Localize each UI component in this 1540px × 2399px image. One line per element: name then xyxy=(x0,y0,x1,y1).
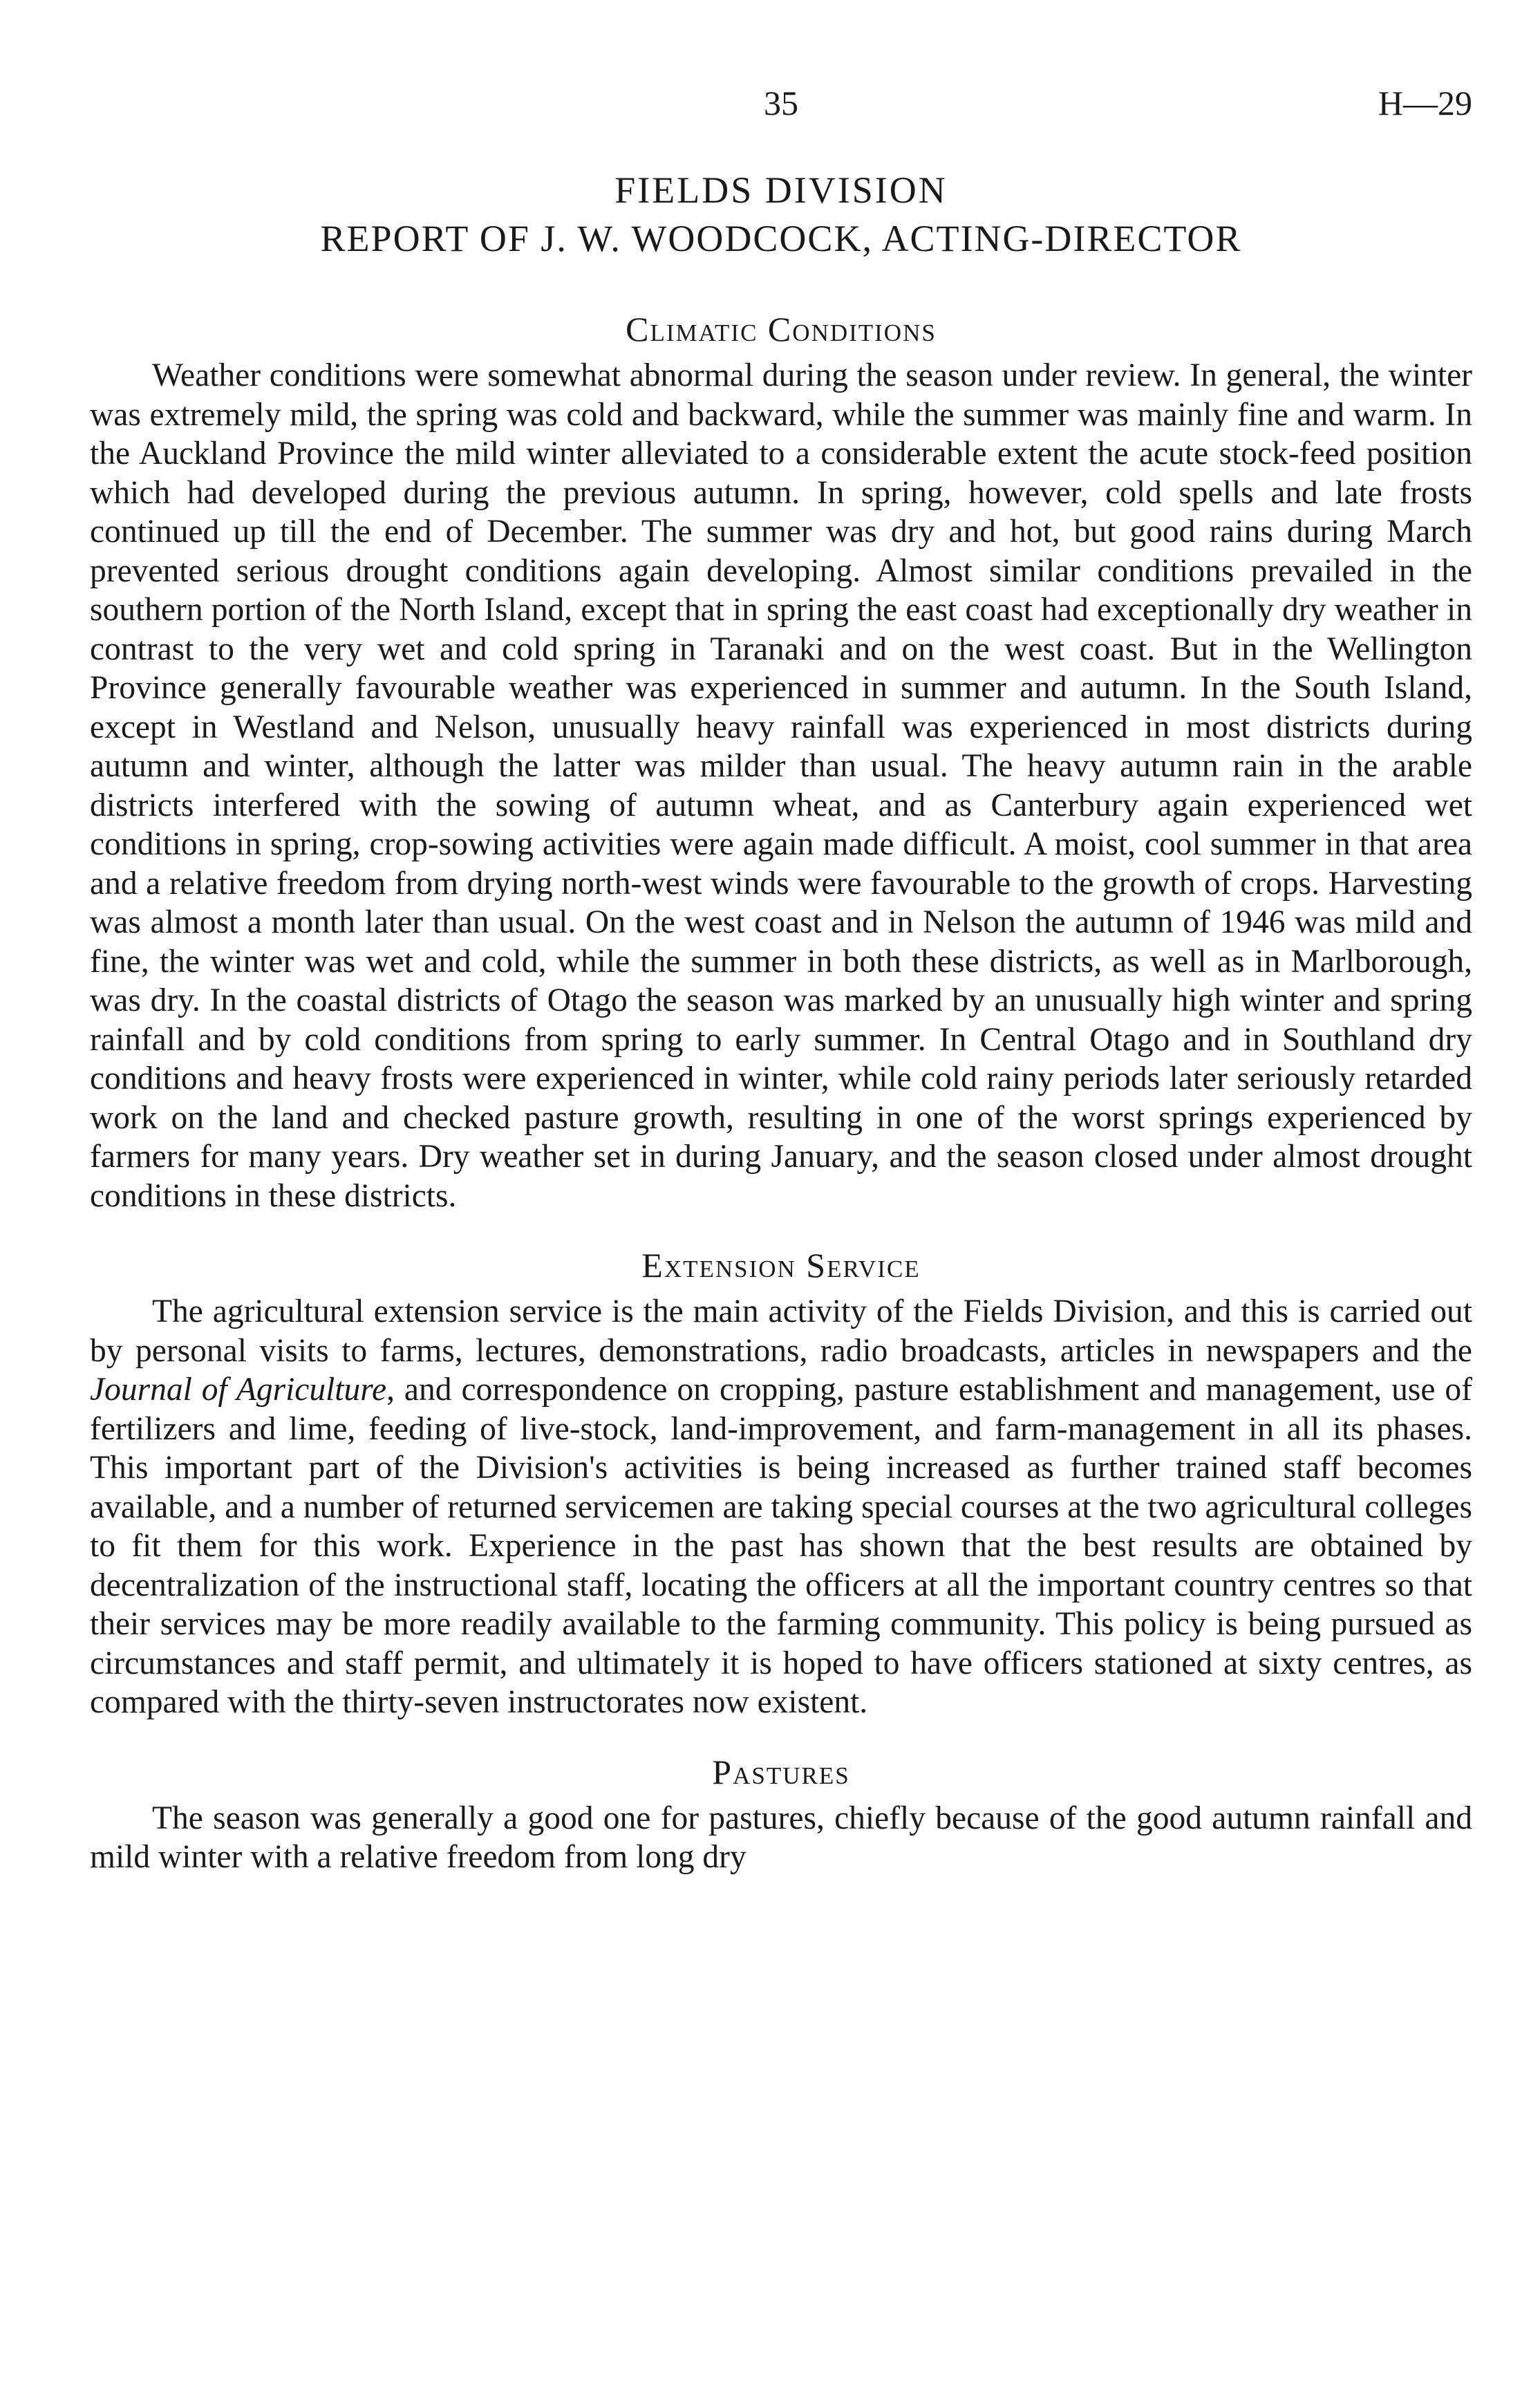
section-heading-extension-service: Extension Service xyxy=(641,1246,921,1285)
page-header xyxy=(90,83,1472,152)
page-number: 35 xyxy=(764,84,798,122)
paragraph-extension-service xyxy=(90,1292,1472,1722)
paragraph-climatic-conditions: Weather conditions were somewhat abnormal during the season under review. In general, the winter was extremely mild, the spring was cold and backward, while the summer was mainly fine and warm. In the Auckland Province the mild winter alleviated to a considerable extent the acute stock-feed position which had developed during the previous autumn. In spring, however, cold spells and late frosts continued up till the end of December. The summer was dry and hot, but good rains during March prevented serious drought conditions again developing. Almost similar conditions prevailed in the southern portion of the North Island, except that in spring the east coast had exceptionally dry weather in contrast to the very wet and cold spring in Taranaki and on the west coast. But in the Wellington Province generally favourable weather was experienced in summer and autumn. In the South Island, except in Westland and Nelson, unusually heavy rainfall was experienced in most districts during autumn and winter, although the latter was milder than usual. The heavy autumn rain in the arable districts interfered with the sowing of autumn wheat, and as Canterbury again experienced wet conditions in spring, crop-sowing activities were again made difficult. A moist, cool summer in that area and a relative freedom from drying north-west winds were favourable to the growth of crops. Harvesting was almost a month later than usual. On the west coast and in Nelson the autumn of 1946 was mild and fine, the winter was wet and cold, while the summer in both these districts, as well as in Marlborough, was dry. In the coastal districts of Otago the season was marked by an unusually high winter and spring rainfall and by cold conditions from spring to early summer. In Central Otago and in Southland dry conditions and heavy frosts were experienced in winter, while cold rainy periods later seriously retarded work on the land and checked pasture growth, resulting in one of the worst springs experienced by farmers for many years. Dry weather set in during January, and the season closed under almost drought conditions in these districts. xyxy=(90,357,1472,1214)
section-heading-pastures: Pastures xyxy=(712,1752,850,1791)
paragraph-text-part: , and correspondence on cropping, pasture establishment and management, use of fertilizers and lime, feeding of live-stock, land-improvement, and farm-management in all its phases. This important part of the Division's activities is being increased as further trained staff becomes available, and a number of returned servicemen are taking special courses at the two agricultural colleges to fit them for this work. Experience in the past has shown that the best results are obtained by decentralization of the instructional staff, locating the officers at all the important country centres so that their services may be more readily available to the farming community. This policy is being pursued as circumstances and staff permit, and ultimately it is hoped to have officers stationed at sixty centres, as compared with the thirty-seven instructorates now existent. xyxy=(90,1372,1472,1721)
section-heading-climatic-conditions: Climatic Conditions xyxy=(626,310,937,349)
paragraph-text-part: The agricultural extension service is the main activity of the Fields Division, and this is carried out by personal visits to farms, lectures, demonstrations, radio broadcasts, articles in newspapers and the xyxy=(90,1294,1472,1369)
report-subtitle: REPORT OF J. W. WOODCOCK, ACTING-DIRECTOR xyxy=(320,218,1242,260)
division-title: FIELDS DIVISION xyxy=(614,169,948,211)
document-reference: H—29 xyxy=(1378,84,1472,122)
journal-title: Journal of Agriculture xyxy=(90,1372,387,1408)
document-page xyxy=(90,83,1472,2364)
paragraph-pastures: The season was generally a good one for pastures, chiefly because of the good autumn rainfall and mild winter with a relative freedom from long dry xyxy=(90,1800,1472,1876)
